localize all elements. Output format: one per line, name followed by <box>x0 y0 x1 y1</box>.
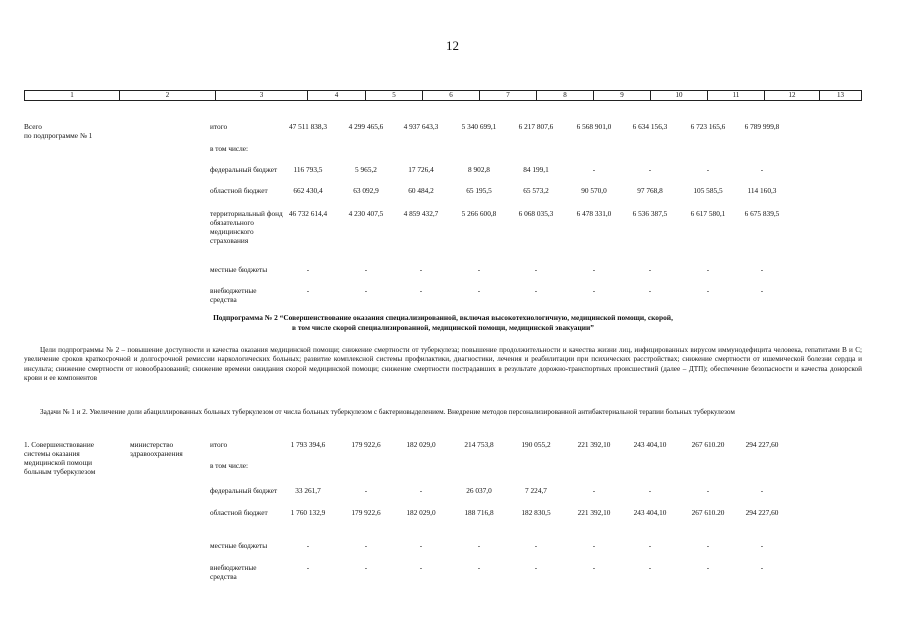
table-cell: - <box>648 286 652 295</box>
header-col-11: 11 <box>707 91 764 100</box>
header-col-4: 4 <box>307 91 365 100</box>
table-cell: 33 261,7 <box>295 486 321 495</box>
table-cell: - <box>364 286 368 295</box>
table-cell: 5 340 699,1 <box>461 122 497 131</box>
table-cell: - <box>760 541 764 550</box>
table-cell: - <box>306 265 310 274</box>
table-cell: 188 716,8 <box>464 508 494 517</box>
table-cell: 243 404,10 <box>633 440 667 449</box>
block1-row-label: областной бюджет <box>210 186 268 195</box>
table-cell: - <box>592 563 596 572</box>
header-col-2: 2 <box>119 91 215 100</box>
header-col-12: 12 <box>764 91 819 100</box>
table-cell: 190 055,2 <box>521 440 551 449</box>
header-col-8: 8 <box>536 91 593 100</box>
tasks-paragraph: Задачи № 1 и 2. Увеличение доли абациллированных больных туберкулезом от числа больных туберкулезом с бактериовыделением. Внедрение методов персонализированной антибактериальной терапии больных туберкулезом <box>40 408 735 416</box>
table-cell: - <box>760 286 764 295</box>
table-cell: 6 068 035,3 <box>518 209 554 218</box>
table-cell: - <box>592 541 596 550</box>
block1-row-label: внебюджетные средства <box>210 286 257 304</box>
table-cell: 26 037,0 <box>466 486 492 495</box>
block1-row-label: территориальный фонд обязательного медицинского страхования <box>210 209 283 245</box>
table-cell: 182 830,5 <box>521 508 551 517</box>
block2-row-label: федеральный бюджет <box>210 486 278 495</box>
table-cell: 114 160,3 <box>747 186 777 195</box>
table-cell: - <box>534 286 538 295</box>
table-cell: 4 230 407,5 <box>348 209 384 218</box>
table-cell: 182 029,0 <box>406 440 436 449</box>
table-cell: - <box>648 486 652 495</box>
table-cell: - <box>364 486 368 495</box>
subprogram-heading: Подпрограмма № 2 “Совершенствование оказания специализированной, включая высокотехнологичную, медицинской помощи, скорой, <box>213 313 673 322</box>
table-cell: - <box>592 486 596 495</box>
table-cell: - <box>706 541 710 550</box>
table-cell: 8 902,8 <box>468 165 490 174</box>
table-cell: 65 195,5 <box>466 186 492 195</box>
block1-row-label: местные бюджеты <box>210 265 268 274</box>
block1-row-label: итого <box>210 122 228 131</box>
table-cell: 116 793,5 <box>293 165 323 174</box>
table-cell: - <box>592 265 596 274</box>
table-cell: 294 227,60 <box>745 508 779 517</box>
header-col-1: 1 <box>24 91 119 100</box>
table-cell: 179 922,6 <box>351 440 381 449</box>
table-cell: 97 768,8 <box>637 186 663 195</box>
table-cell: - <box>760 165 764 174</box>
table-cell: - <box>306 286 310 295</box>
table-cell: - <box>477 265 481 274</box>
table-cell: 6 568 901,0 <box>576 122 612 131</box>
table-cell: 6 723 165,6 <box>690 122 726 131</box>
block1-row-label: в том числе: <box>210 144 249 153</box>
block1-row-label: федеральный бюджет <box>210 165 278 174</box>
table-cell: - <box>477 286 481 295</box>
table-cell: 90 570,0 <box>581 186 607 195</box>
table-cell: 221 392,10 <box>577 440 611 449</box>
table-cell: - <box>534 563 538 572</box>
table-cell: - <box>648 165 652 174</box>
table-cell: - <box>419 541 423 550</box>
table-cell: 6 478 331,0 <box>576 209 612 218</box>
table-cell: - <box>592 286 596 295</box>
table-cell: 6 789 999,8 <box>744 122 780 131</box>
header-col-5: 5 <box>365 91 422 100</box>
table-cell: - <box>364 563 368 572</box>
header-col-3: 3 <box>215 91 307 100</box>
block2-name: 1. Совершенствование системы оказания медицинской помощи больным туберкулезом <box>24 440 96 476</box>
table-cell: 662 430,4 <box>293 186 323 195</box>
table-cell: 6 217 807,6 <box>518 122 554 131</box>
table-cell: 6 634 156,3 <box>632 122 668 131</box>
table-cell: 84 199,1 <box>523 165 549 174</box>
header-col-10: 10 <box>650 91 707 100</box>
table-cell: - <box>648 541 652 550</box>
goals-paragraph: Цели подпрограммы № 2 – повышение доступности и качества оказания медицинской помощи; снижение смертности от туберкулеза; повышение продолжительности и качества жизни лиц, инфицированных вирусом иммунодефицита человека, гепатитами B и C; увеличение сроков краткосрочной и долгосрочной ремиссии наркологических больных; развитие комплексной системы профилактики, диагностики, лечения и реабилитации при психических расстройствах; снижение смертности от ишемической болезни сердца и инсульта; снижение смертности от новообразований; снижение времени ожидания скорой медицинской помощи; снижение смертности пострадавших в результате дорожно-транспортных происшествий (далее – ДТП); обеспечение безопасности и качества донорской крови и ее компонентов <box>24 346 862 383</box>
block2-row-label: областной бюджет <box>210 508 268 517</box>
table-cell: 221 392,10 <box>577 508 611 517</box>
table-cell: 105 585,5 <box>693 186 723 195</box>
table-cell: - <box>706 563 710 572</box>
table-cell: 5 266 600,8 <box>461 209 497 218</box>
table-cell: 6 617 580,1 <box>690 209 726 218</box>
table-cell: 214 753,8 <box>464 440 494 449</box>
table-cell: - <box>306 541 310 550</box>
table-cell: - <box>706 286 710 295</box>
table-cell: 46 732 614,4 <box>288 209 328 218</box>
table-cell: - <box>419 563 423 572</box>
block1-name-line2: по подпрограмме № 1 <box>24 131 93 140</box>
table-cell: - <box>534 541 538 550</box>
table-cell: - <box>534 265 538 274</box>
table-cell: - <box>706 165 710 174</box>
table-cell: 7 224,7 <box>525 486 547 495</box>
table-cell: 179 922,6 <box>351 508 381 517</box>
table-cell: 4 937 643,3 <box>403 122 439 131</box>
table-cell: - <box>760 486 764 495</box>
table-cell: - <box>648 563 652 572</box>
table-cell: 60 484,2 <box>408 186 434 195</box>
table-cell: - <box>477 563 481 572</box>
block2-row-label: местные бюджеты <box>210 541 268 550</box>
table-cell: - <box>419 486 423 495</box>
table-cell: 267 610.20 <box>691 440 725 449</box>
table-cell: 243 404,10 <box>633 508 667 517</box>
table-cell: 1 760 132,9 <box>290 508 326 517</box>
table-cell: - <box>706 265 710 274</box>
table-cell: - <box>706 486 710 495</box>
table-cell: - <box>648 265 652 274</box>
table-cell: 267 610.20 <box>691 508 725 517</box>
block2-row-label: в том числе: <box>210 461 249 470</box>
table-cell: 4 299 465,6 <box>348 122 384 131</box>
table-cell: - <box>477 541 481 550</box>
subprogram-heading-cont: в том числе скорой специализированной, медицинской помощи, медицинской эвакуации” <box>292 323 594 332</box>
block2-row-label: внебюджетные средства <box>210 563 257 581</box>
page-number: 12 <box>446 38 459 53</box>
table-cell: - <box>364 265 368 274</box>
table-cell: - <box>419 265 423 274</box>
table-cell: 47 511 838,3 <box>288 122 328 131</box>
header-col-13: 13 <box>819 91 862 100</box>
table-cell: 6 536 387,5 <box>632 209 668 218</box>
table-cell: - <box>760 563 764 572</box>
table-cell: 4 859 432,7 <box>403 209 439 218</box>
table-cell: 65 573,2 <box>523 186 549 195</box>
table-cell: 63 092,9 <box>353 186 379 195</box>
table-cell: 6 675 839,5 <box>744 209 780 218</box>
table-cell: - <box>592 165 596 174</box>
table-cell: - <box>419 286 423 295</box>
table-cell: 5 965,2 <box>355 165 377 174</box>
table-cell: 1 793 394,6 <box>290 440 326 449</box>
header-col-9: 9 <box>593 91 650 100</box>
table-header <box>24 90 862 101</box>
table-cell: 294 227,60 <box>745 440 779 449</box>
table-cell: - <box>760 265 764 274</box>
table-cell: - <box>306 563 310 572</box>
header-col-7: 7 <box>479 91 536 100</box>
header-col-6: 6 <box>422 91 479 100</box>
block1-name-line1: Всего <box>24 122 42 131</box>
table-cell: - <box>364 541 368 550</box>
block2-row-label: итого <box>210 440 228 449</box>
table-cell: 17 726,4 <box>408 165 434 174</box>
block2-executor: министерство здравоохранения <box>130 440 183 458</box>
table-cell: 182 029,0 <box>406 508 436 517</box>
